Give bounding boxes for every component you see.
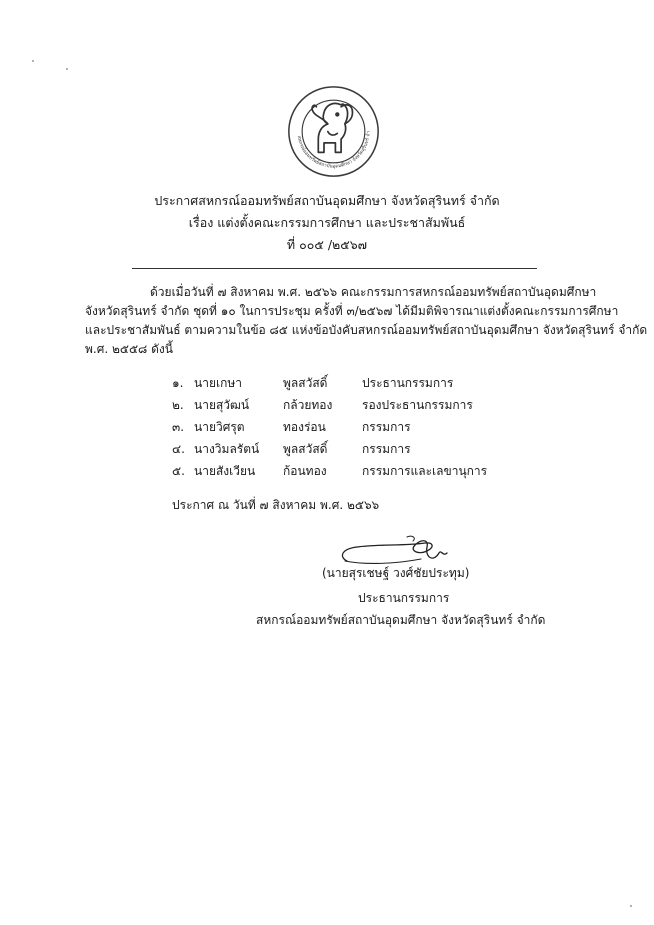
scan-speck xyxy=(630,905,632,907)
member-role: ประธานกรรมการ xyxy=(362,376,454,390)
header-divider xyxy=(132,268,537,269)
svg-text:สหกรณ์ออมทรัพย์สถาบันอุดมศึกษา xyxy=(286,84,372,170)
member-role: กรรมการและเลขานุการ xyxy=(362,464,488,478)
signatory-position: ประธานกรรมการ xyxy=(358,591,450,605)
document-title: ประกาศสหกรณ์ออมทรัพย์สถาบันอุดมศึกษา จังหวัดสุรินทร์ จำกัด xyxy=(154,193,500,208)
body-line-2: จังหวัดสุรินทร์ จำกัด ชุดที่ ๑๐ ในการประชุม ครั้งที่ ๓/๒๕๖๗ ได้มีมติพิจารณาแต่งตั้งคณะกรรมการศึกษา xyxy=(85,304,619,318)
member-last-name: พูลสวัสดิ์ xyxy=(283,442,328,456)
member-role: รองประธานกรรมการ xyxy=(362,398,473,412)
member-first-name: นายวิศรุต xyxy=(194,420,245,434)
member-last-name: กล้วยทอง xyxy=(283,398,333,412)
body-line-3: และประชาสัมพันธ์ ตามความในข้อ ๘๕ แห่งข้อบังคับสหกรณ์ออมทรัพย์สถาบันอุดมศึกษา จังหวัดสุรินทร์ จำกัด xyxy=(85,323,648,337)
announcement-date: ประกาศ ณ วันที่ ๗ สิงหาคม พ.ศ. ๒๕๖๖ xyxy=(172,498,380,512)
scan-speck xyxy=(66,68,68,70)
member-number: ๒. xyxy=(172,398,184,412)
member-number: ๔. xyxy=(172,442,185,456)
member-last-name: พูลสวัสดิ์ xyxy=(283,376,328,390)
member-role: กรรมการ xyxy=(362,442,411,456)
signatory-name: (นายสุรเชษฐ์ วงศ์ชัยประทุม) xyxy=(322,566,470,580)
member-first-name: นายสังเวียน xyxy=(194,464,256,478)
member-number: ๑. xyxy=(172,376,184,390)
member-last-name: ทองร่อน xyxy=(283,420,326,434)
document-subject: เรื่อง แต่งตั้งคณะกรรมการศึกษา และประชาสัมพันธ์ xyxy=(188,215,466,230)
member-first-name: นายสุวัฒน์ xyxy=(194,398,250,412)
body-line-4: พ.ศ. ๒๕๕๘ ดังนี้ xyxy=(85,342,173,356)
scan-speck xyxy=(32,60,34,62)
seal-ring-text: สหกรณ์ออมทรัพย์สถาบันอุดมศึกษา จังหวัดสุรินทร์ จำ xyxy=(295,131,372,170)
member-last-name: ก้อนทอง xyxy=(283,464,327,478)
member-number: ๓. xyxy=(172,420,185,434)
member-first-name: นายเกษา xyxy=(194,376,242,390)
signatory-organization: สหกรณ์ออมทรัพย์สถาบันอุดมศึกษา จังหวัดสุรินทร์ จำกัด xyxy=(256,613,546,627)
member-role: กรรมการ xyxy=(362,420,411,434)
member-number: ๕. xyxy=(172,464,185,478)
document-number: ที่ ๐๐๕ /๒๕๖๗ xyxy=(286,237,368,252)
member-first-name: นางวิมลรัตน์ xyxy=(194,442,260,456)
elephant-icon xyxy=(312,103,352,152)
body-line-1: ด้วยเมื่อวันที่ ๗ สิงหาคม พ.ศ. ๒๕๖๖ คณะกรรมการสหกรณ์ออมทรัพย์สถาบันอุดมศึกษา xyxy=(150,285,597,299)
cooperative-seal-logo xyxy=(286,84,381,179)
